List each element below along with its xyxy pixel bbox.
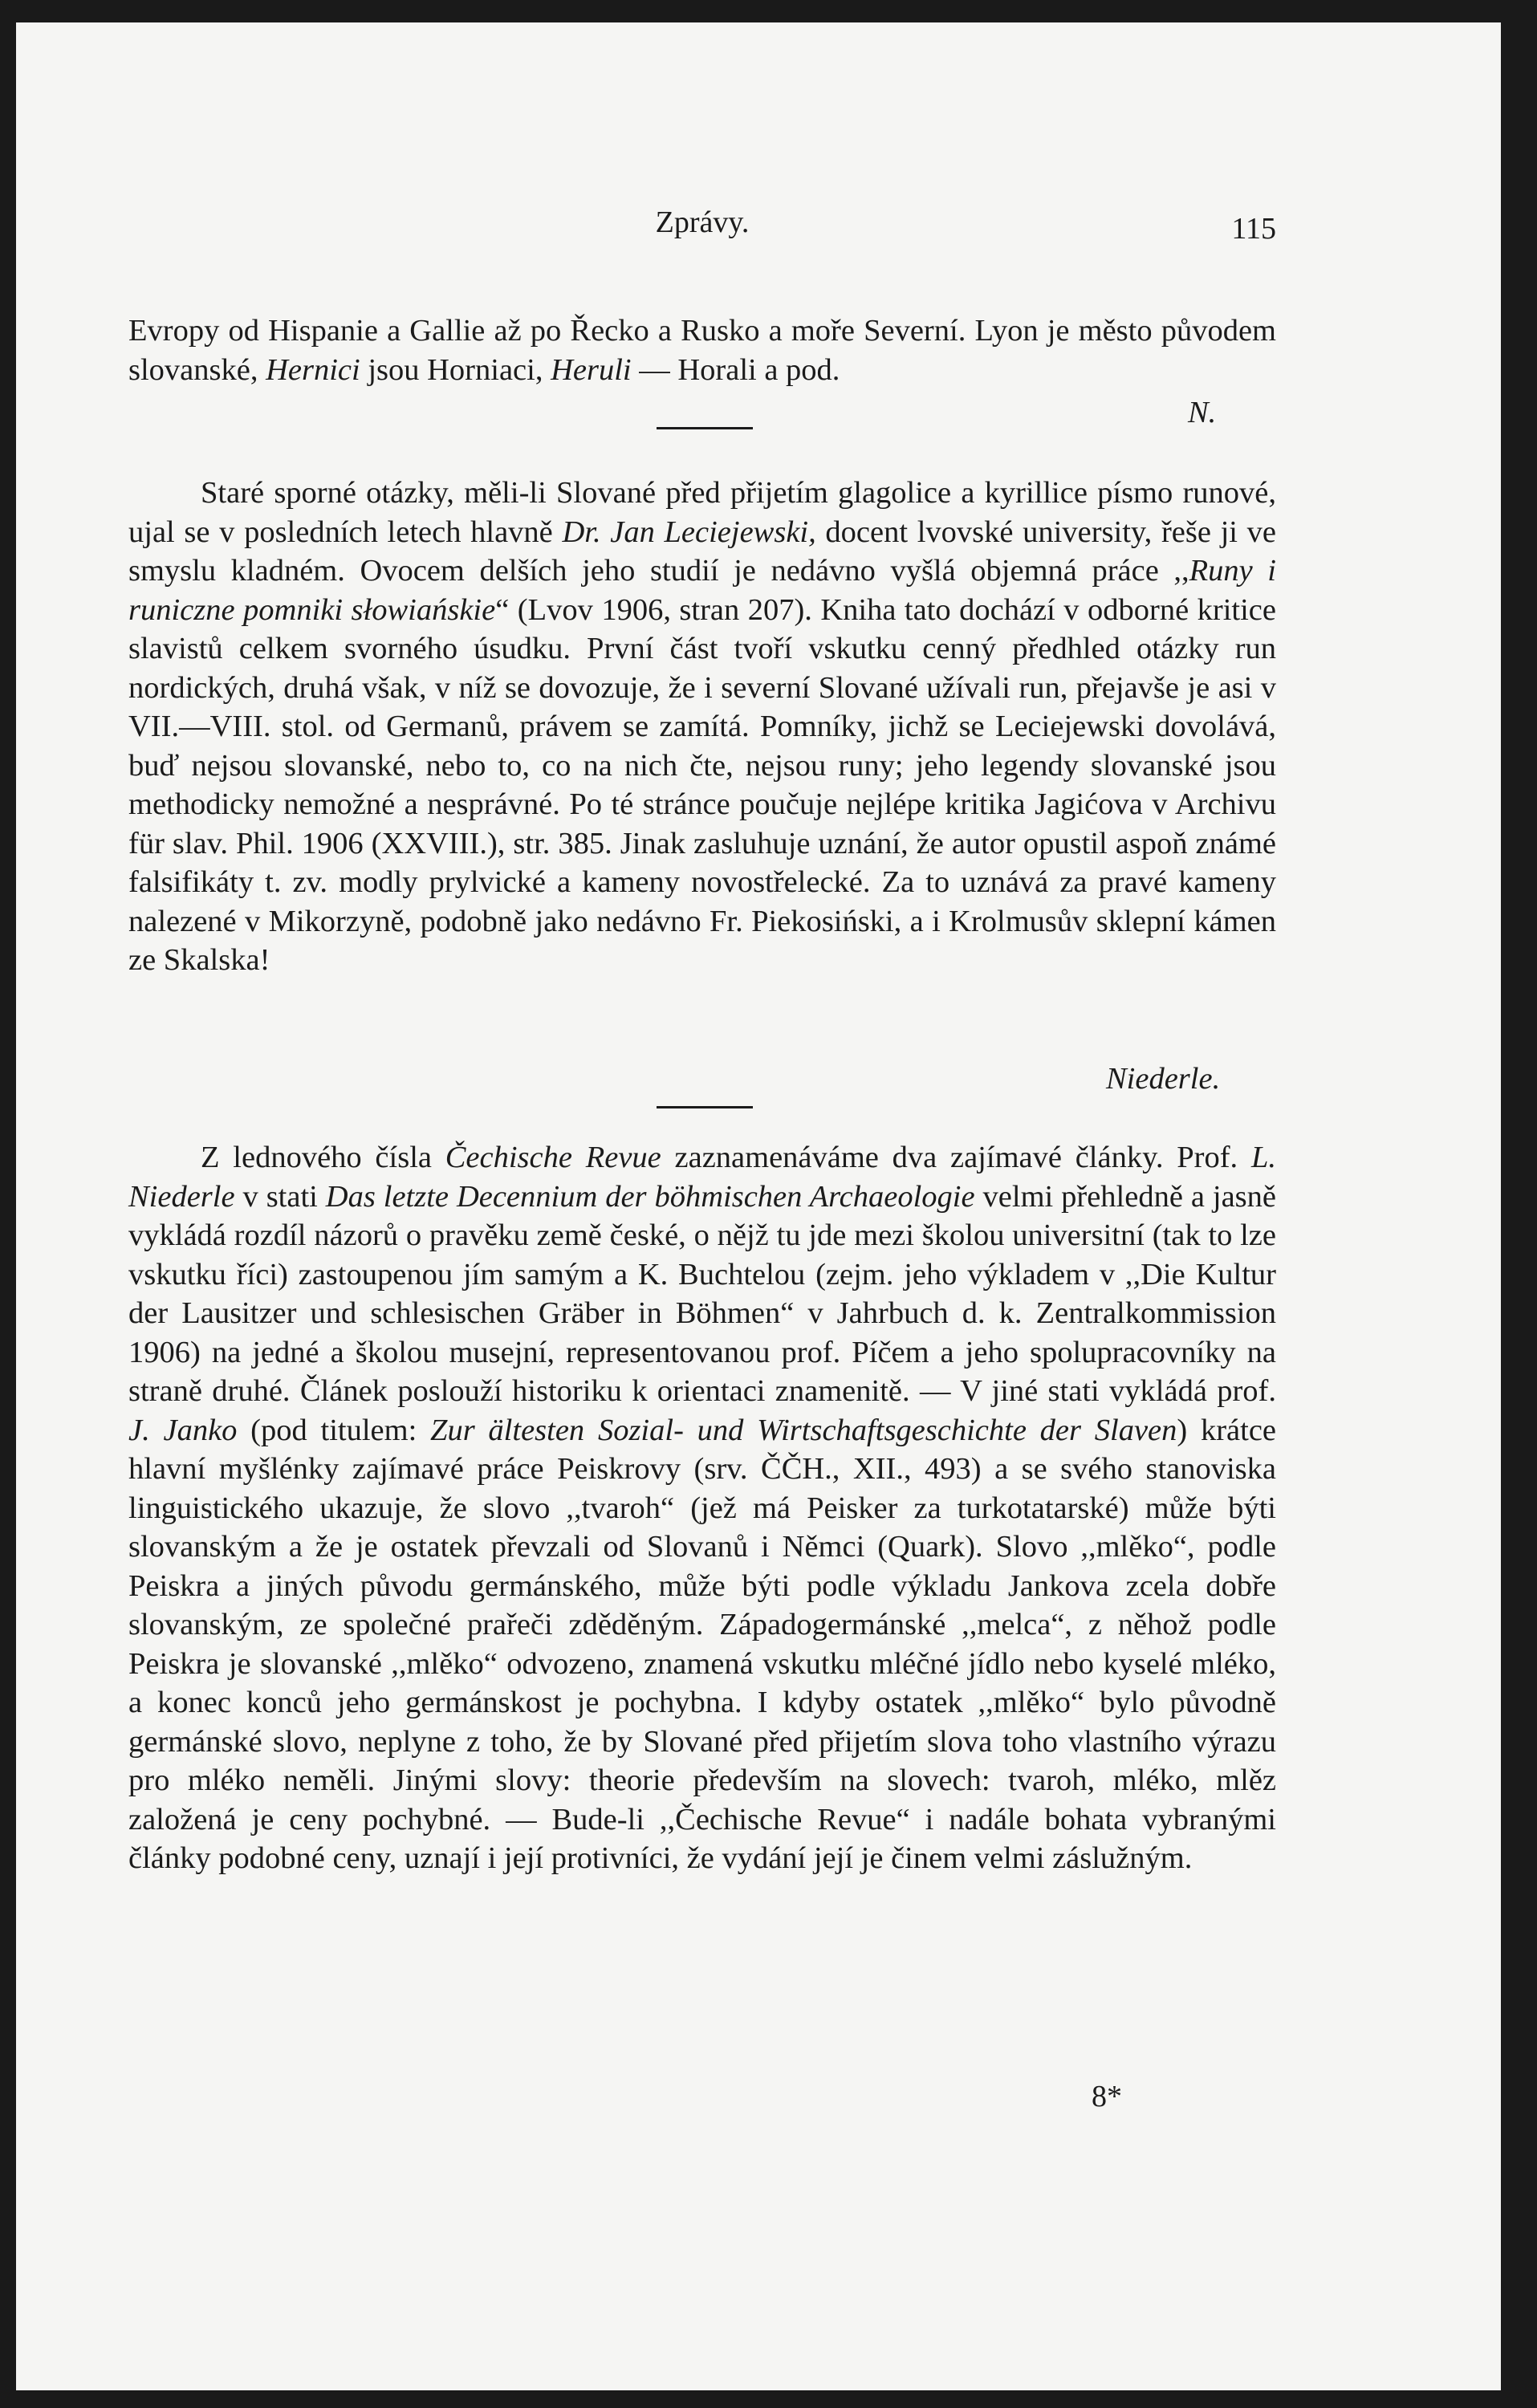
running-header [128, 205, 1276, 253]
notice1-italic-heruli: Heruli [551, 352, 632, 387]
notice3-author1: L. Niederle [128, 1141, 1276, 1214]
notice2-book-title: Runy i runiczne pomniki słowiańskie [128, 554, 1276, 627]
notice1-text2: jsou Horniaci, [360, 352, 551, 387]
page-number: 115 [1231, 212, 1276, 246]
notice3-journal: Čechische Revue [445, 1141, 661, 1174]
notice3-text6: ) krátce hlavní myšlénky zajímavé práce Peiskrovy (srv. ČČH., XII., 493) a se svého stanoviska linguistického ukazuje, že slovo ,,tvaroh“ (jež má Peisker za turkotatarské) může býti slovanským a že je ostatek převzali od Slovanů i Němci (Quark). Slovo ,,mlěko“, podle Peiskra a jiných původu germánského, může býti podle výkladu Jankova zcela dobře slovanským, ze společné prařeči zděděným. Západogermánské ,,melca“, z něhož podle Peiskra je slovanské ,,mlěko“ odvozeno, znamená vskutku mléčné jídlo nebo kyselé mléko, a konec konců jeho germánskost je pochybna. I kdyby ostatek ,,mlěko“ bylo původně germánské slovo, neplyne z toho, že by Slované před přijetím slova toho vlastního výrazu pro mléko neměli. Jinými slovy: theorie především na slovech: tvaroh, mléko, mlěz založená je ceny pochybné. — Bude-li ,,Čechische Revue“ i nadále bohata vybranými články podobné ceny, uznají i její protivníci, že vydání její je činem velmi záslužným. [128, 1413, 1277, 1875]
notice-review [128, 1138, 1276, 1878]
notice-continued [128, 311, 1276, 389]
notice2-author: Dr. Jan Leciejewski, [562, 515, 816, 549]
notice3-article1-title: Das letzte Decennium der böhmischen Archaeologie [325, 1179, 975, 1214]
notice2-separator-rule [657, 1106, 753, 1108]
header-title: Zprávy. [655, 205, 750, 239]
notice2-text2: docent lvovské university, řeše ji ve smyslu kladném. Ovocem delších jeho studií je nedávno vyšlá objemná práce ,, [128, 515, 1276, 588]
notice3-text2: zaznamenáváme dva zajímavé články. Prof. [661, 1141, 1251, 1174]
notice2-signature: Niederle. [1106, 1062, 1221, 1096]
notice3-text5: (pod titulem: [237, 1413, 431, 1447]
notice3-article2-title: Zur ältesten Sozial- und Wirtschaftsgeschichte der Slaven [430, 1413, 1177, 1447]
notice-runes [128, 474, 1276, 980]
notice3-text3: v stati [234, 1179, 326, 1214]
notice1-signature: N. [1188, 396, 1217, 429]
signature-mark: 8* [1092, 2080, 1122, 2113]
notice1-text: Evropy od Hispanie a Gallie až po Řecko a Rusko a moře Severní. Lyon je město původem slovanské, [128, 314, 1276, 387]
notice1-text3: — Horali a pod. [631, 352, 840, 387]
notice1-separator-rule [657, 427, 753, 429]
notice2-text3: “ (Lvov 1906, stran 207). Kniha tato dochází v odborné kritice slavistů celkem svorného úsudku. První část tvoří vskutku cenný předhled otázky run nordických, druhá však, v níž se dovozuje, že i severní Slované užívali run, přejavše je asi v VII.—VIII. stol. od Germanů, právem se zamítá. Pomníky, jichž se Leciejewski dovolává, buď nejsou slovanské, nebo to, co na nich čte, nejsou runy; jeho legendy slovanské jsou methodicky nemožné a nesprávné. Po té stránce poučuje nejlépe kritika Jagićova v Archivu für slav. Phil. 1906 (XXVIII.), str. 385. Jinak zasluhuje uznání, že autor opustil aspoň známé falsifikáty t. zv. modly prylvické a kameny novostřelecké. Za to uznává za pravé kameny nalezené v Mikorzyně, podobně jako nedávno Fr. Piekosiński, a i Krolmusův sklepní kámen ze Skalska! [128, 592, 1276, 977]
notice2-text1: Staré sporné otázky, měli-li Slované před přijetím glagolice a kyrillice písmo runové, ujal se v posledních letech hlavně [128, 476, 1276, 549]
notice3-text1: Z lednového čísla [201, 1141, 445, 1174]
notice3-text4: velmi přehledně a jasně vykládá rozdíl názorů o pravěku země české, o nějž tu jde mezi školou universitní (tak to lze vskutku říci) zastoupenou jím samým a K. Buchtelou (zejm. jeho výkladem v ,,Die Kultur der Lausitzer und schlesischen Gräber in Böhmen“ v Jahrbuch d. k. Zentralkommission 1906) na jedné a školou musejní, representovanou prof. Píčem a jeho spolupracovníky na straně druhé. Článek poslouží historiku k orientaci znamenitě. — V jiné stati vykládá prof. [128, 1179, 1276, 1408]
notice3-author2: J. Janko [128, 1413, 238, 1447]
notice1-italic-hernici: Hernici [266, 352, 360, 387]
